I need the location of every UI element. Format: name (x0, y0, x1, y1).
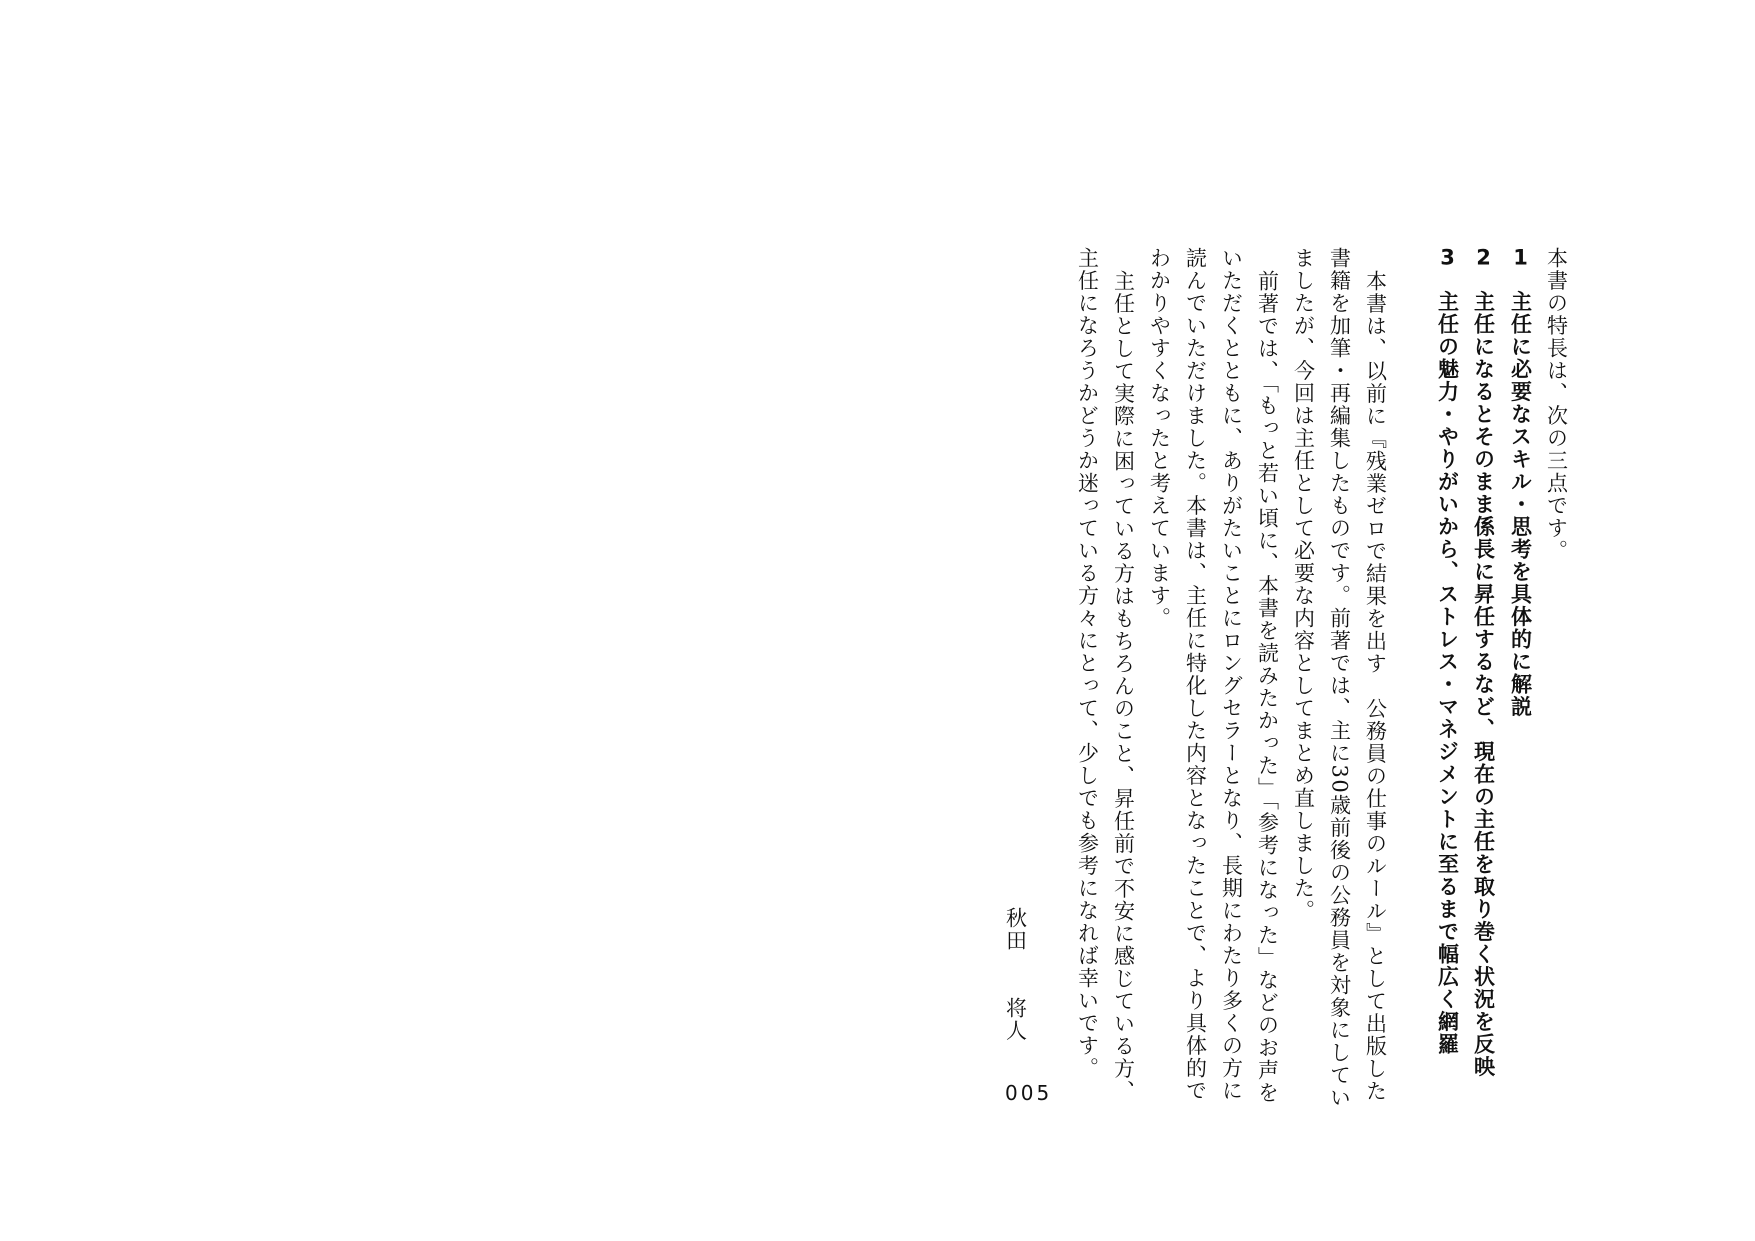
feature-number: 1 (1513, 247, 1528, 268)
feature-text: 主任になるとそのまま係長に昇任するなど、現在の主任を取り巻く状況を反映 (1471, 290, 1496, 1078)
feature-number: 3 (1440, 247, 1455, 268)
feature-text: 主任の魅力・やりがいから、ストレス・マネジメントに至るまで幅広く網羅 (1435, 290, 1460, 1056)
body-line: いただくとともに、ありがたいことにロングセラーとなり、長期にわたり多くの方に (1219, 247, 1244, 1102)
page-number: 005 (1005, 1081, 1053, 1105)
body-line: 本書は、以前に『残業ゼロで結果を出す 公務員の仕事のルール』として出版した (1363, 270, 1388, 1103)
author-surname: 秋田 (1003, 907, 1028, 952)
body-line: 書籍を加筆・再編集したものです。前著では、主に30歳前後の公務員を対象にしてい (1327, 247, 1352, 1110)
feature-number: 2 (1476, 247, 1491, 268)
body-line: 主任になろうかどうか迷っている方々にとって、少しでも参考になれば幸いです。 (1075, 247, 1100, 1080)
body-line: わかりやすくなったと考えています。 (1147, 247, 1172, 630)
author-name (997, 907, 1034, 1042)
body-line: 前著では、「もっと若い頃に、本書を読みたかった」「参考になった」などのお声を (1255, 270, 1280, 1104)
body-line: ましたが、今回は主任として必要な内容としてまとめ直しました。 (1291, 247, 1316, 922)
body-line: 読んでいただけました。本書は、主任に特化した内容となったことで、より具体的で (1183, 247, 1208, 1102)
intro-line: 本書の特長は、次の三点です。 (1544, 247, 1569, 562)
body-line: 主任として実際に困っている方はもちろんのこと、昇任前で不安に感じている方、 (1111, 270, 1136, 1103)
feature-text: 主任に必要なスキル・思考を具体的に解説 (1508, 290, 1533, 718)
author-given-name: 将人 (1003, 997, 1028, 1042)
